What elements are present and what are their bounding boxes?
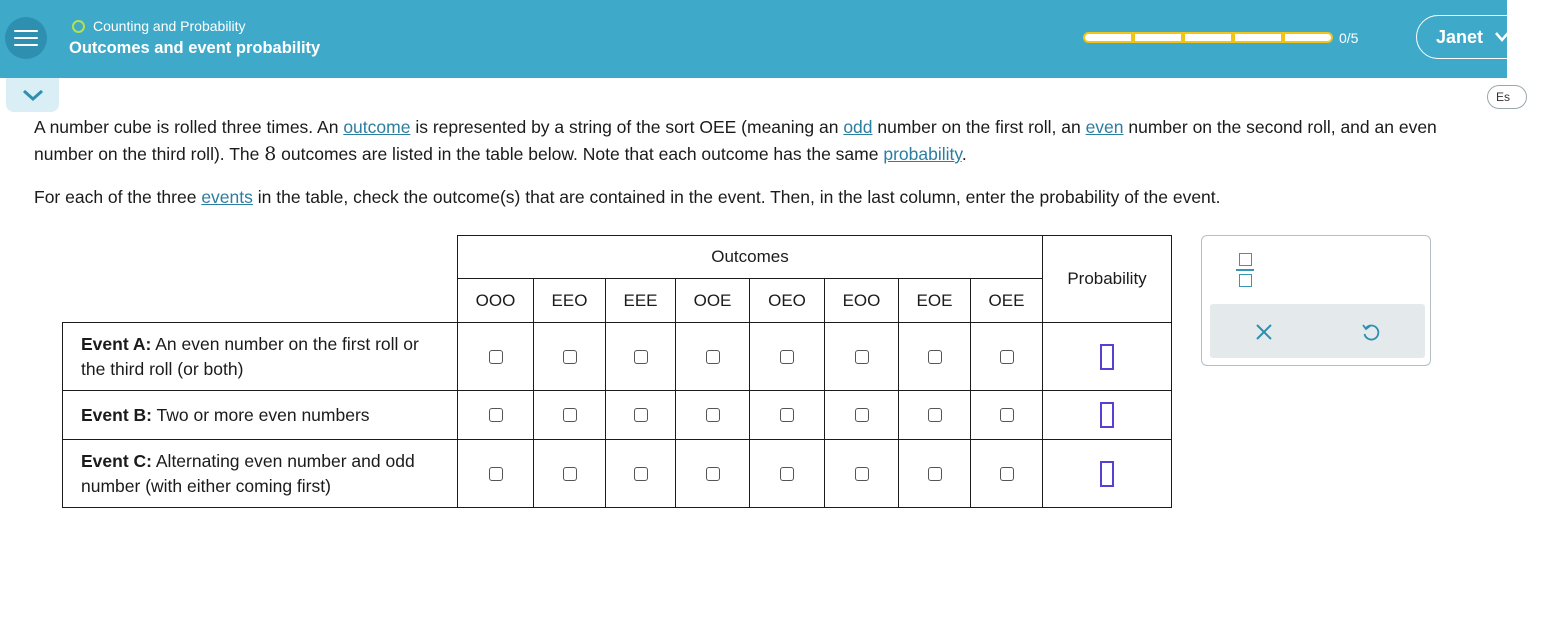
outcome-checkbox[interactable] (855, 467, 869, 481)
user-menu-button[interactable] (1416, 15, 1546, 59)
link-probability[interactable]: probability (883, 144, 962, 164)
checkbox-cell (533, 390, 606, 440)
progress-segment (1285, 34, 1331, 41)
outcome-column-header: OOE (675, 278, 750, 323)
checkbox-cell (533, 439, 606, 508)
outcome-checkbox[interactable] (780, 408, 794, 422)
fraction-icon-numerator (1239, 253, 1252, 266)
checkbox-cell (970, 322, 1043, 391)
progress-segment (1185, 34, 1235, 41)
probability-input[interactable] (1100, 344, 1114, 370)
event-label-cell (62, 390, 458, 440)
progress-segment (1235, 34, 1285, 41)
outcome-checkbox[interactable] (928, 467, 942, 481)
menu-icon-line (14, 30, 38, 32)
outcomes-header: Outcomes (457, 235, 1043, 279)
checkbox-cell (749, 439, 825, 508)
event-text: Two or more even numbers (151, 404, 370, 425)
checkbox-cell (533, 322, 606, 391)
topic-label: Counting and Probability (93, 18, 246, 34)
problem-statement (34, 114, 1454, 168)
checkbox-cell (749, 390, 825, 440)
checkbox-cell (457, 322, 534, 391)
event-description (81, 449, 431, 499)
checkbox-cell (970, 439, 1043, 508)
event-label-cell (62, 439, 458, 508)
menu-icon-line (14, 37, 38, 39)
probability-cell (1042, 439, 1172, 508)
event-description (81, 403, 431, 428)
link-odd[interactable]: odd (843, 117, 873, 137)
instruction-text: For each of the three (34, 187, 202, 207)
probability-cell (1042, 322, 1172, 391)
outcome-checkbox[interactable] (1000, 408, 1014, 422)
event-text: Alternating even number and odd number (with either coming first) (81, 450, 415, 496)
instruction-text: in the table, check the outcome(s) that are contained in the event. Then, in the last column, enter the probability of the event. (252, 187, 1221, 207)
event-label-cell (62, 322, 458, 391)
outcome-checkbox[interactable] (489, 350, 503, 364)
probability-cell (1042, 390, 1172, 440)
problem-text: is represented by a string of the sort OEE (meaning an (410, 117, 844, 137)
outcome-checkbox[interactable] (1000, 467, 1014, 481)
outcome-checkbox[interactable] (706, 408, 720, 422)
event-name: Event B: (81, 404, 152, 425)
probability-header: Probability (1042, 235, 1172, 323)
chevron-down-icon (22, 88, 44, 102)
progress-text: 0/5 (1339, 30, 1359, 46)
outcome-column-header: OEE (970, 278, 1043, 323)
outcome-checkbox[interactable] (780, 350, 794, 364)
fraction-icon-bar (1236, 269, 1254, 271)
checkbox-cell (675, 390, 750, 440)
collapse-header-button[interactable] (6, 78, 59, 112)
instructions (34, 184, 1454, 211)
problem-text: number on the second roll, and an even number on the third roll). The (34, 117, 1437, 164)
outcome-checkbox[interactable] (634, 408, 648, 422)
progress-segment (1135, 34, 1185, 41)
outcome-checkbox[interactable] (563, 350, 577, 364)
outcome-checkbox[interactable] (489, 408, 503, 422)
topic-status-icon (72, 20, 85, 33)
problem-text: . (961, 144, 967, 164)
tool-actions-row (1210, 304, 1425, 358)
problem-text: number on the first roll, an (872, 117, 1086, 137)
top-bar (0, 0, 1507, 78)
link-even[interactable]: even (1085, 117, 1124, 137)
close-icon (1255, 323, 1273, 341)
event-text: An even number on the first roll or the third roll (or both) (81, 333, 419, 379)
user-name: Janet (1436, 26, 1484, 47)
outcome-checkbox[interactable] (706, 467, 720, 481)
outcome-checkbox[interactable] (489, 467, 503, 481)
outcome-checkbox[interactable] (928, 350, 942, 364)
outcome-checkbox[interactable] (855, 350, 869, 364)
checkbox-cell (457, 390, 534, 440)
checkbox-cell (605, 322, 676, 391)
event-name: Event A: (81, 333, 152, 354)
checkbox-cell (824, 439, 899, 508)
checkbox-cell (898, 390, 971, 440)
progress-segment (1085, 34, 1135, 41)
fraction-icon-denominator (1239, 274, 1252, 287)
undo-icon (1360, 322, 1380, 342)
problem-text: A number cube is rolled three times. An (34, 117, 344, 137)
checkbox-cell (749, 322, 825, 391)
chevron-down-icon (1495, 30, 1509, 44)
outcome-column-header: EEO (533, 278, 606, 323)
link-outcome[interactable]: outcome (343, 117, 411, 137)
probability-input[interactable] (1100, 402, 1114, 428)
menu-icon-line (14, 44, 38, 46)
outcome-column-header: EOE (898, 278, 971, 323)
clear-button[interactable] (1250, 318, 1278, 346)
outcome-column-header: EEE (605, 278, 676, 323)
checkbox-cell (898, 322, 971, 391)
outcome-checkbox[interactable] (780, 467, 794, 481)
checkbox-cell (605, 390, 676, 440)
outcome-count: 8 (264, 143, 277, 165)
checkbox-cell (970, 390, 1043, 440)
outcome-checkbox[interactable] (634, 350, 648, 364)
outcome-checkbox[interactable] (928, 408, 942, 422)
checkbox-cell (824, 390, 899, 440)
topic-row (72, 18, 246, 34)
outcome-checkbox[interactable] (563, 467, 577, 481)
link-events[interactable]: events (201, 187, 253, 207)
outcome-checkbox[interactable] (563, 408, 577, 422)
outcome-column-header: OEO (749, 278, 825, 323)
problem-text: outcomes are listed in the table below. Note that each outcome has the same (276, 144, 884, 164)
outcome-checkbox[interactable] (1000, 350, 1014, 364)
progress-bar (1083, 32, 1333, 43)
section-title: Outcomes and event probability (69, 39, 321, 57)
outcome-checkbox[interactable] (855, 408, 869, 422)
answer-tools-panel (1201, 235, 1431, 366)
undo-button[interactable] (1356, 318, 1384, 346)
outcome-column-header: OOO (457, 278, 534, 323)
probability-input[interactable] (1100, 461, 1114, 487)
outcome-checkbox[interactable] (634, 467, 648, 481)
checkbox-cell (675, 322, 750, 391)
side-pill-button[interactable]: Es (1487, 85, 1527, 109)
event-name: Event C: (81, 450, 152, 471)
checkbox-cell (675, 439, 750, 508)
outcome-checkbox[interactable] (706, 350, 720, 364)
checkbox-cell (605, 439, 676, 508)
fraction-button[interactable] (1230, 250, 1260, 290)
outcome-column-header: EOO (824, 278, 899, 323)
event-description (81, 332, 431, 382)
checkbox-cell (457, 439, 534, 508)
menu-button[interactable] (5, 17, 47, 59)
checkbox-cell (898, 439, 971, 508)
checkbox-cell (824, 322, 899, 391)
